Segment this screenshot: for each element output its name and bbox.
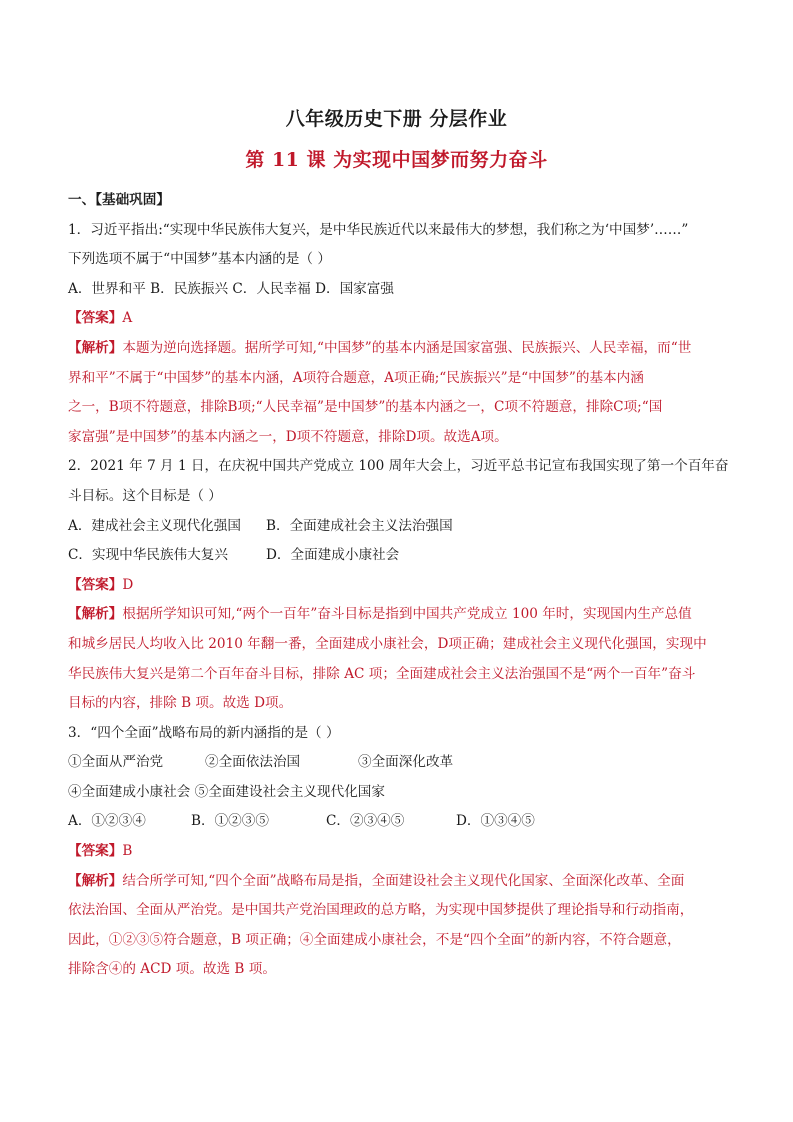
option-item: ①全面从严治党 bbox=[68, 754, 164, 771]
question-stem-line: 斗目标。这个目标是（ ） bbox=[68, 487, 222, 504]
analysis-text: 华民族伟大复兴是第二个百年奋斗目标，排除 AC 项；全面建成社会主义法治强国不是“两个一百年”奋斗 bbox=[68, 665, 696, 682]
analysis-line bbox=[68, 867, 728, 897]
options-line bbox=[68, 512, 728, 542]
analysis-text: 根据所学知识可知,“两个一百年”奋斗目标是指到中国共产党成立 100 年时，实现国内生产总值 bbox=[122, 606, 692, 623]
answer-line bbox=[68, 571, 728, 601]
analysis-text: 排除含④的 ACD 项。故选 B 项。 bbox=[68, 961, 276, 978]
answer-value: D bbox=[122, 576, 134, 593]
options-line bbox=[68, 748, 728, 778]
analysis-text: 因此，①②③⑤符合题意，B 项正确；④全面建成小康社会，不是“四个全面”的新内容，不符合题意， bbox=[68, 931, 681, 948]
analysis-tag: 【解析】 bbox=[68, 339, 123, 356]
answer-tag: 【答案】 bbox=[68, 576, 123, 593]
document-title: 八年级历史下册 分层作业 bbox=[285, 108, 508, 130]
option-b: B．全面建成社会主义法治强国 bbox=[266, 517, 453, 534]
question-stem-line: 2．2021 年 7 月 1 日，在庆祝中国共产党成立 100 周年大会上，习近平总书记宣布我国实现了第一个百年奋 bbox=[68, 458, 729, 475]
option-a: A．建成社会主义现代化强国 bbox=[68, 517, 241, 534]
options-line bbox=[68, 807, 728, 837]
analysis-text: 本题为逆向选择题。据所学可知,“中国梦”的基本内涵是国家富强、民族振兴、人民幸福，而“世 bbox=[122, 339, 692, 356]
options-line: A．世界和平 B．民族振兴 C．人民幸福 D．国家富强 bbox=[68, 280, 394, 297]
analysis-text: 结合所学可知,“四个全面”战略布局是指，全面建设社会主义现代化国家、全面深化改革、全面 bbox=[122, 872, 685, 889]
answer-line bbox=[68, 837, 728, 867]
answer-line bbox=[68, 304, 728, 334]
analysis-text: 家富强”是中国梦”的基本内涵之一，D项不符题意，排除D项。故选A项。 bbox=[68, 428, 508, 445]
option-item: ②全面依法治国 bbox=[205, 754, 301, 771]
analysis-text: 之一，B项不符题意，排除B项;“人民幸福”是中国梦”的基本内涵之一，C项不符题意，排除C项;“国 bbox=[68, 399, 663, 416]
question-stem-line: 下列选项不属于“中国梦”基本内涵的是（ ） bbox=[68, 251, 331, 268]
analysis-text: 界和平”不属于“中国梦”的基本内涵，A项符合题意，A项正确;“民族振兴”是“中国梦”的基本内涵 bbox=[68, 369, 644, 386]
analysis-text: 依法治国、全面从严治党。是中国共产党治国理政的总方略，为实现中国梦提供了理论指导和行动指南， bbox=[68, 902, 694, 919]
option-item: ③全面深化改革 bbox=[358, 754, 454, 771]
analysis-tag: 【解析】 bbox=[68, 872, 123, 889]
question-1 bbox=[68, 216, 728, 453]
section-heading: 一、【基础巩固】 bbox=[68, 192, 170, 208]
document-content bbox=[68, 186, 728, 985]
answer-value: A bbox=[122, 310, 133, 327]
answer-tag: 【答案】 bbox=[68, 843, 123, 860]
option-b: B．①②③⑤ bbox=[191, 813, 269, 830]
option-c: C．②③④⑤ bbox=[326, 813, 405, 830]
option-d: D．全面建成小康社会 bbox=[266, 547, 400, 564]
answer-tag: 【答案】 bbox=[68, 310, 123, 327]
lesson-title: 第 11 课 为实现中国梦而努力奋斗 bbox=[245, 149, 548, 171]
analysis-line bbox=[68, 600, 728, 630]
question-3 bbox=[68, 719, 728, 985]
options-line bbox=[68, 541, 728, 571]
analysis-line bbox=[68, 334, 728, 364]
question-2 bbox=[68, 452, 728, 718]
option-d: D．①③④⑤ bbox=[456, 813, 535, 830]
analysis-text: 目标的内容，排除 B 项。故选 D项。 bbox=[68, 695, 293, 712]
question-stem-line: 1．习近平指出:“实现中华民族伟大复兴，是中华民族近代以来最伟大的梦想，我们称之为‘中国梦’……” bbox=[68, 221, 689, 238]
analysis-tag: 【解析】 bbox=[68, 606, 123, 623]
answer-value: B bbox=[122, 843, 133, 860]
question-stem-line: 3．“四个全面”战略布局的新内涵指的是（ ） bbox=[68, 724, 340, 741]
option-a: A．①②③④ bbox=[68, 813, 146, 830]
option-c: C．实现中华民族伟大复兴 bbox=[68, 547, 228, 564]
options-line: ④全面建成小康社会 ⑤全面建设社会主义现代化国家 bbox=[68, 783, 385, 800]
analysis-text: 和城乡居民人均收入比 2010 年翻一番，全面建成小康社会，D项正确；建成社会主义现代化强国，实现中 bbox=[68, 635, 707, 652]
